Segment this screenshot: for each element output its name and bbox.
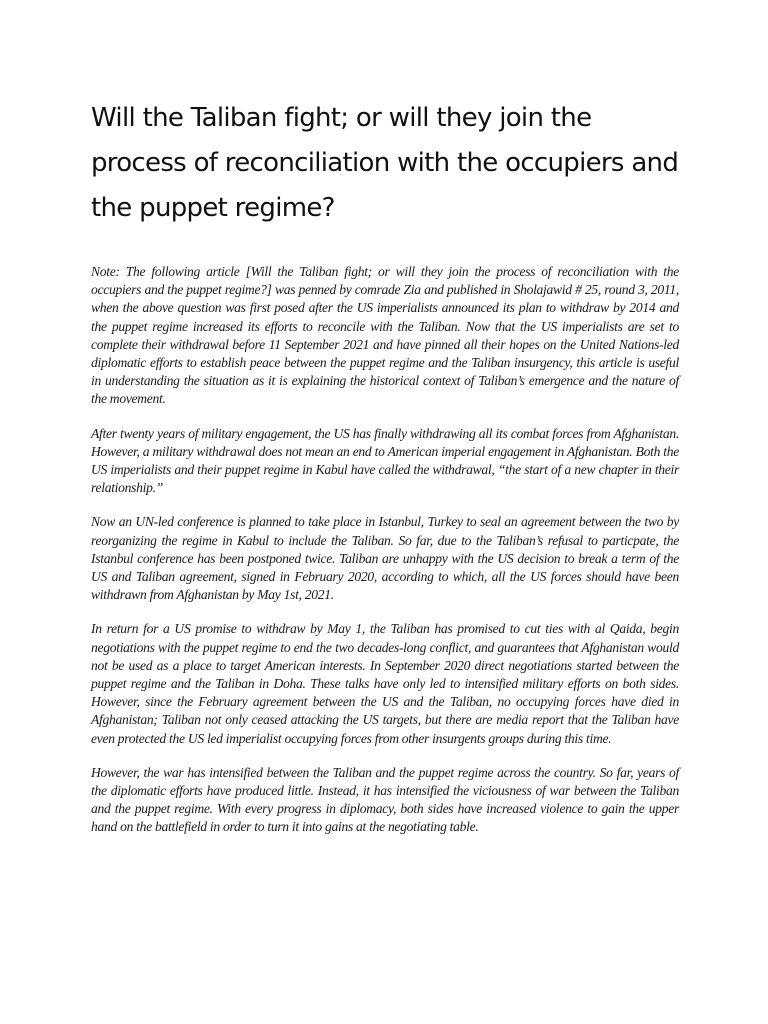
paragraph-note: Note: The following article [Will the Taliban fight; or will they join the process of reconciliation with the occupiers and the puppet regime?] was penned by comrade Zia and published in Sholajawid # 25, round 3, 2011, when the above question was first posed after the US imperialists announced its plan to withdraw by 2014 and the puppet regime increased its efforts to reconcile with the Taliban. Now that the US imperialists are set to complete their withdrawal before 11 September 2021 and have pinned all their hopes on the United Nations-led diplomatic efforts to establish peace between the puppet regime and the Taliban insurgency, this article is useful in understanding the situation as it is explaining the historical context of Taliban’s emergence and the nature of the movement.: [91, 264, 679, 407]
document-body: [91, 263, 679, 853]
paragraph: After twenty years of military engagement, the US has finally withdrawing all its combat forces from Afghanistan. However, a military withdrawal does not mean an end to American imperial engagement in Afghanistan. Both the US imperialists and their puppet regime in Kabul have called the withdrawal, “the start of a new chapter in their relationship.”: [91, 425, 679, 496]
paragraph: Now an UN-led conference is planned to take place in Istanbul, Turkey to seal an agreement between the two by reorganizing the regime in Kabul to include the Taliban. So far, due to the Taliban’s refusal to particpate, the Istanbul conference has been postponed twice. Taliban are unhappy with the US decision to break a term of the US and Taliban agreement, signed in February 2020, according to which, all the US forces should have been withdrawn from Afghanistan by May 1st, 2021.: [91, 514, 679, 603]
document-title: Will the Taliban fight; or will they join the process of reconciliation with the occupiers and the puppet regime?: [91, 103, 679, 223]
paragraph: In return for a US promise to withdraw by May 1, the Taliban has promised to cut ties with al Qaida, begin negotiations with the puppet regime to end the two decades-long conflict, and guarantees that Afghanistan would not be used as a place to target American interests. In September 2020 direct negotiations started between the puppet regime and the Taliban in Doha. These talks have only led to intensified military efforts on both sides. However, since the February agreement between the US and the Taliban, no occupying forces have died in Afghanistan; Taliban not only ceased attacking the US targets, but there are media report that the Taliban have even protected the US led imperialist occupying forces from other insurgents groups during this time.: [91, 621, 679, 746]
paragraph: However, the war has intensified between the Taliban and the puppet regime across the country. So far, years of the diplomatic efforts have produced little. Instead, it has intensified the viciousness of war between the Taliban and the puppet regime. With every progress in diplomacy, both sides have increased violence to gain the upper hand on the battlefield in order to turn it into gains at the negotiating table.: [91, 764, 679, 835]
